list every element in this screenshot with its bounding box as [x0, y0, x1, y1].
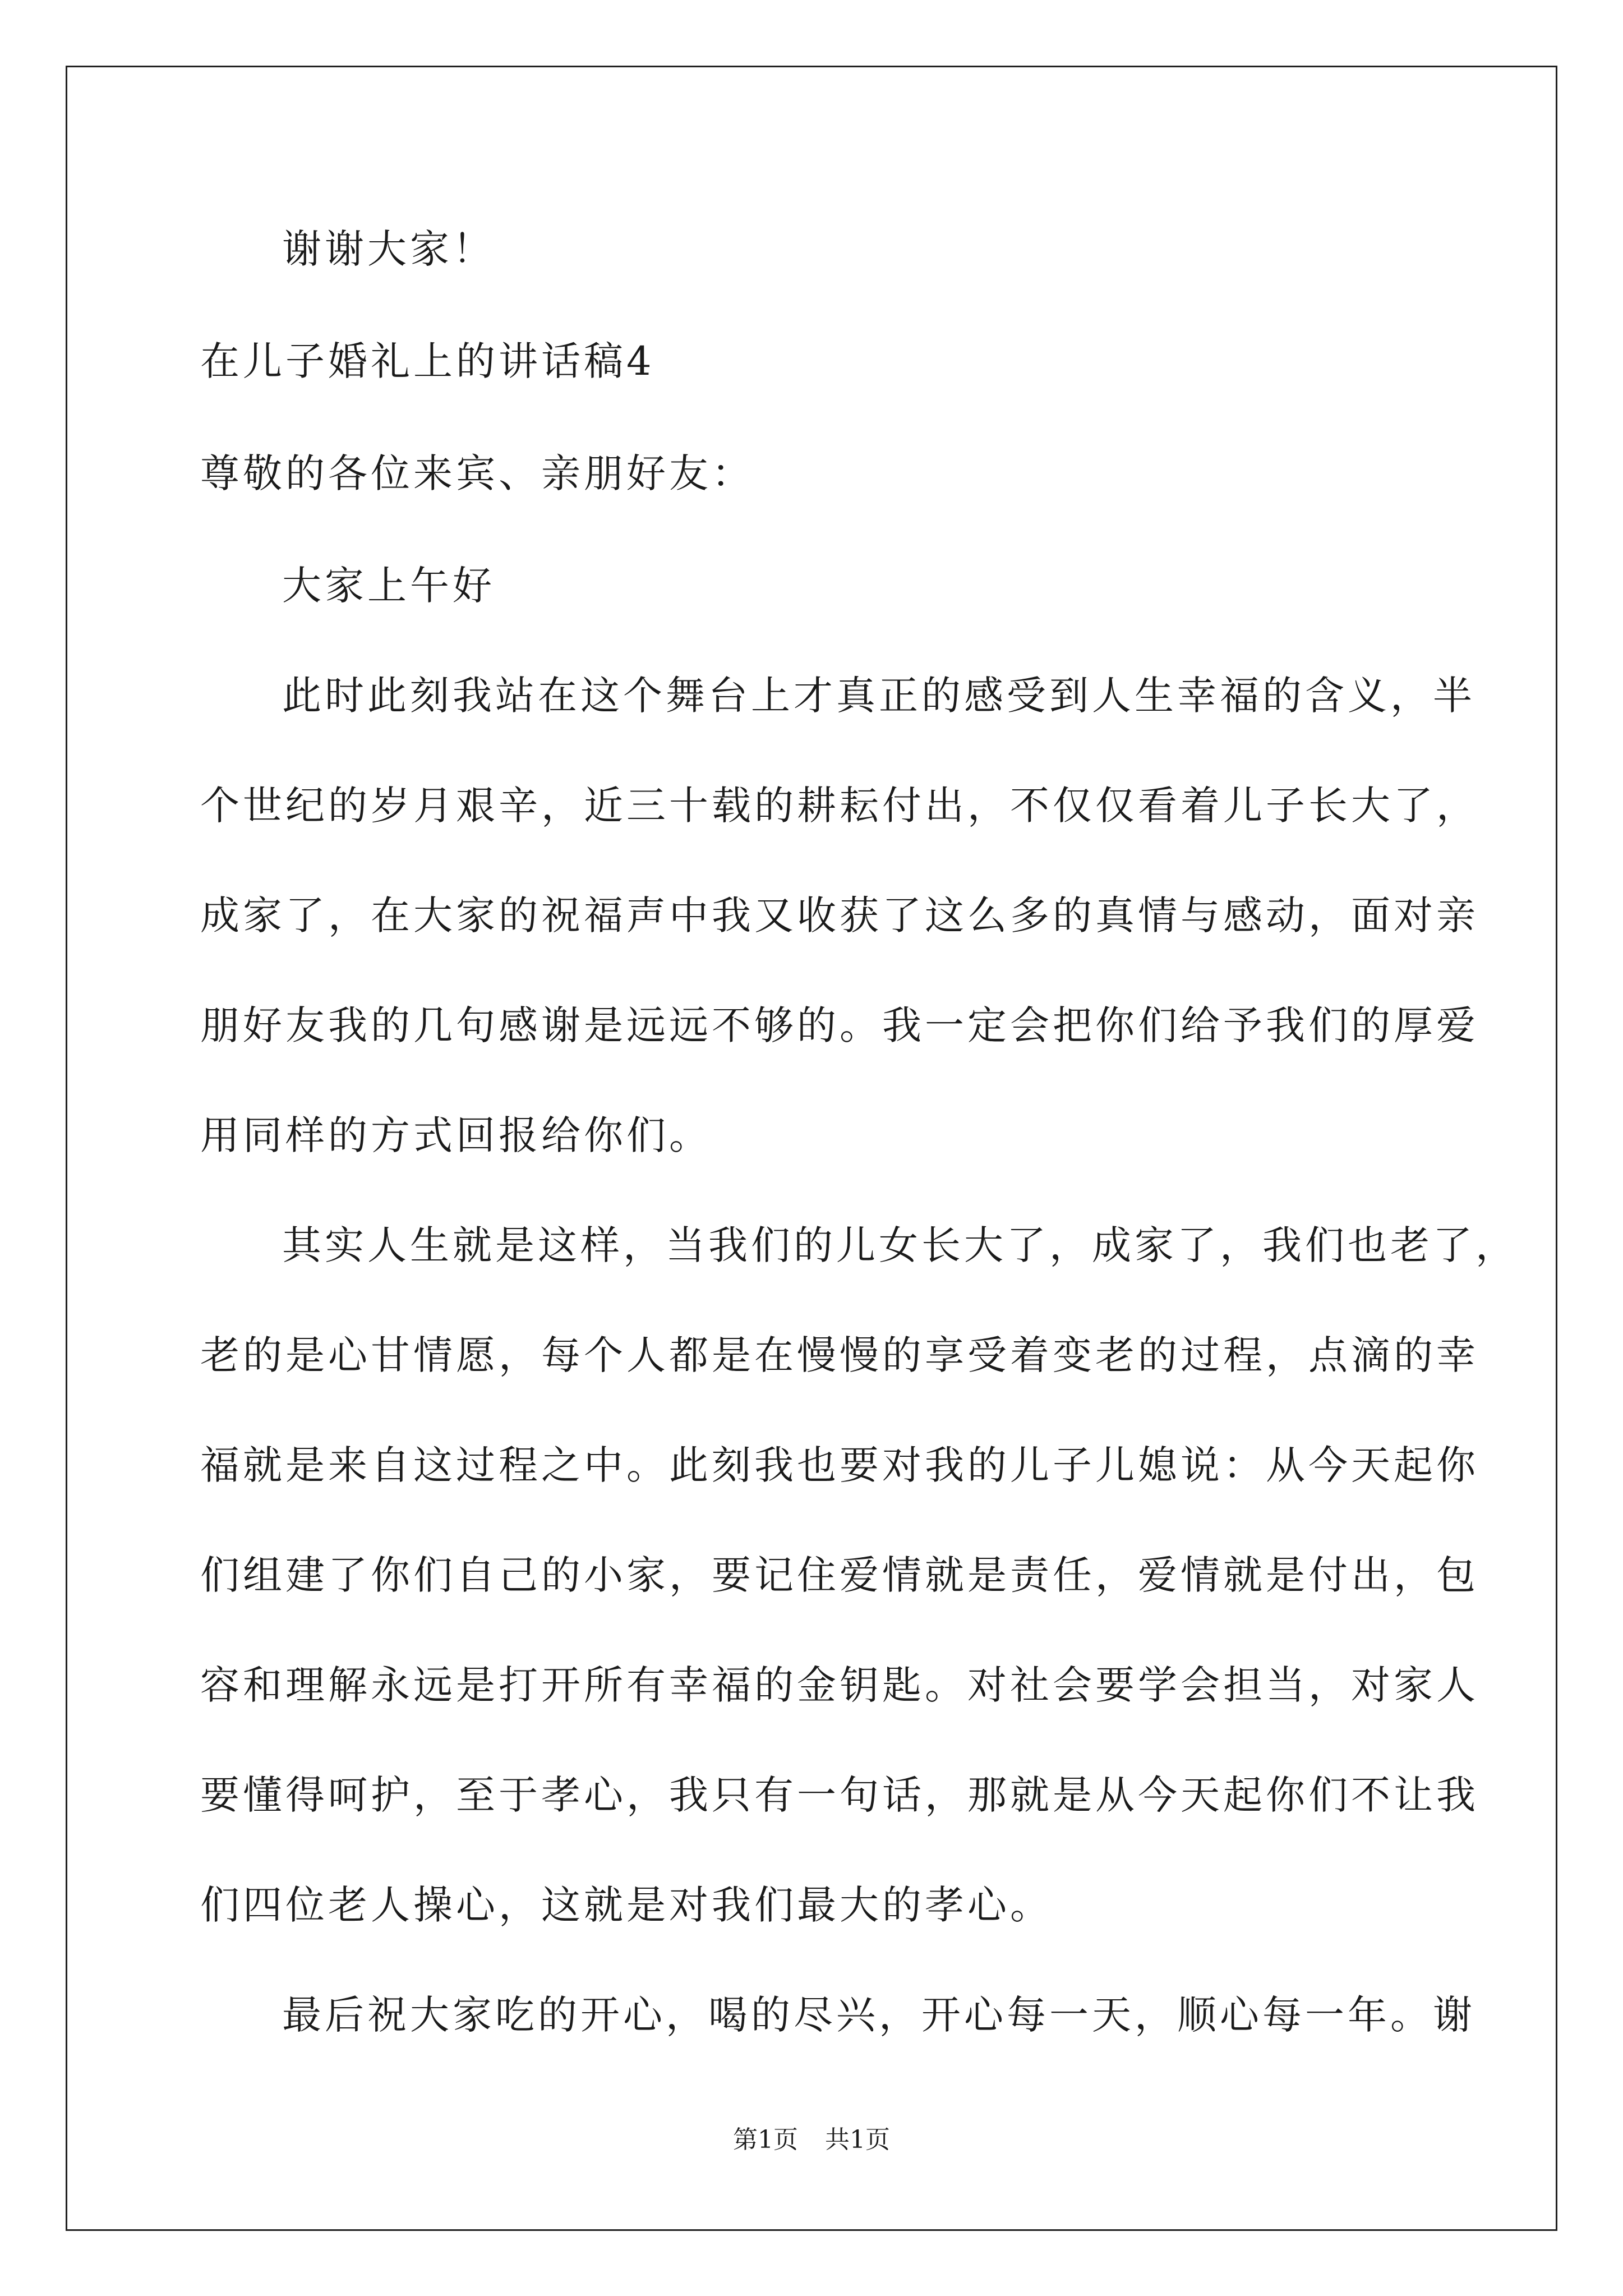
- page-footer: [0, 2123, 1623, 2157]
- paragraph-2-line-6: 要懂得呵护，至于孝心，我只有一句话，那就是从今天起你们不让我: [200, 1772, 1479, 1818]
- paragraph-2-line-3: 福就是来自这过程之中。此刻我也要对我的儿子儿媳说：从今天起你: [200, 1442, 1479, 1488]
- salutation: 尊敬的各位来宾、亲朋好友：: [200, 450, 754, 496]
- paragraph-2-line-7: 们四位老人操心，这就是对我们最大的孝心。: [200, 1882, 1053, 1928]
- paragraph-2-line-5: 容和理解永远是打开所有幸福的金钥匙。对社会要学会担当，对家人: [200, 1662, 1479, 1708]
- page-number-current: 第1页: [733, 2125, 798, 2154]
- paragraph-2-line-4: 们组建了你们自己的小家，要记住爱情就是责任，爱情就是付出，包: [200, 1552, 1479, 1598]
- paragraph-2-line-1: 其实人生就是这样，当我们的儿女长大了，成家了，我们也老了，: [282, 1222, 1518, 1268]
- paragraph-1-line-4: 朋好友我的几句感谢是远远不够的。我一定会把你们给予我们的厚爱: [200, 1002, 1479, 1048]
- page-number-total: 共1页: [825, 2125, 890, 2154]
- paragraph-1-line-5: 用同样的方式回报给你们。: [200, 1112, 712, 1158]
- section-title: 在儿子婚礼上的讲话稿4: [200, 338, 655, 384]
- paragraph-2-line-2: 老的是心甘情愿，每个人都是在慢慢的享受着变老的过程，点滴的幸: [200, 1332, 1479, 1378]
- paragraph-3-line-1: 最后祝大家吃的开心，喝的尽兴，开心每一天，顺心每一年。谢: [282, 1992, 1476, 2038]
- paragraph-1-line-3: 成家了，在大家的祝福声中我又收获了这么多的真情与感动，面对亲: [200, 892, 1479, 938]
- paragraph-1-line-2: 个世纪的岁月艰辛，近三十载的耕耘付出，不仅仅看着儿子长大了，: [200, 783, 1479, 829]
- closing-thanks: 谢谢大家！: [282, 226, 495, 272]
- paragraph-1-line-1: 此时此刻我站在这个舞台上才真正的感受到人生幸福的含义，半: [282, 673, 1476, 719]
- greeting: 大家上午好: [282, 563, 495, 609]
